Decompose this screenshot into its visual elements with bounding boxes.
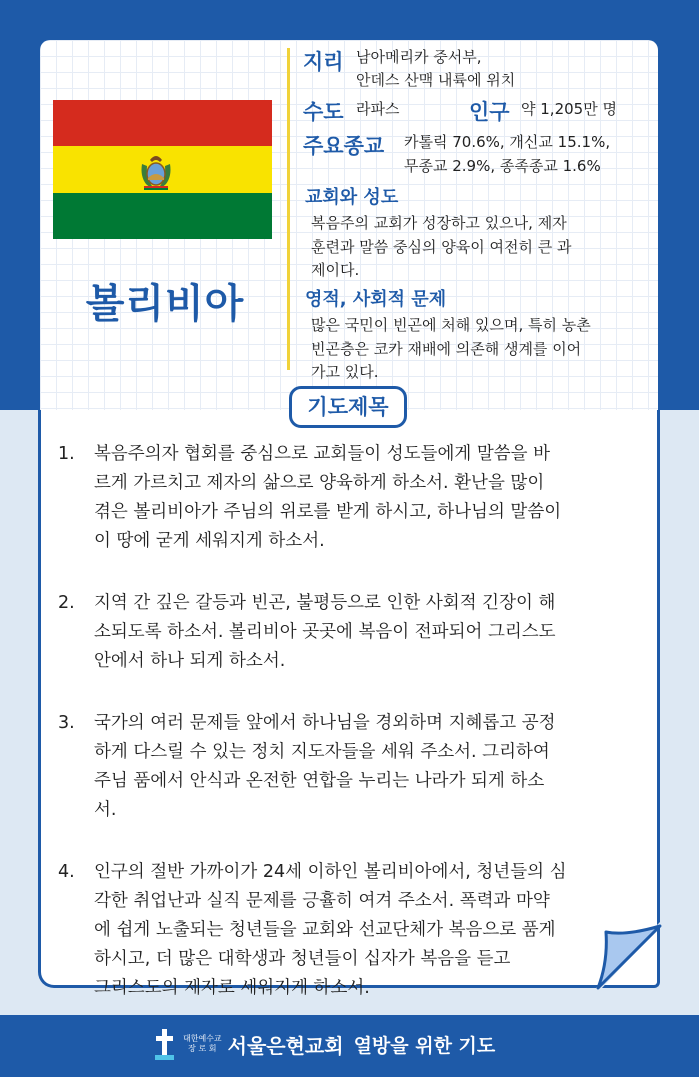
denomination-label (183, 1034, 222, 1054)
church-section-line1: 복음주의 교회가 성장하고 있으나, 제자 (311, 214, 567, 232)
prayer-line: 국가의 여러 문제들 앞에서 하나님을 경외하며 지혜롭고 공정 (94, 713, 556, 733)
cross-logo-icon (155, 1027, 175, 1061)
church-section-title: 교회와 성도 (305, 187, 399, 208)
prayer-number: 4. (58, 862, 75, 882)
denomination-line2: 장 로 회 (188, 1044, 217, 1053)
social-section-line3: 가고 있다. (311, 363, 379, 381)
prayer-item-1 (58, 440, 642, 556)
geography-value-line1: 남아메리카 중서부, (356, 48, 482, 66)
footer-branding (155, 1027, 495, 1061)
prayer-item-4 (58, 858, 642, 1003)
footer-tagline: 열방을 위한 기도 (353, 1034, 496, 1057)
church-name: 서울은현교회 (227, 1033, 344, 1058)
prayer-line: 에 쉽게 노출되는 청년들을 교회와 선교단체가 복음으로 품게 (94, 920, 556, 940)
capital-label: 수도 (303, 100, 344, 124)
population-label: 인구 (469, 100, 510, 124)
denomination-line1: 대한예수교 (183, 1034, 222, 1043)
country-name: 볼리비아 (85, 281, 245, 327)
prayer-line: 각한 취업난과 실직 문제를 긍휼히 여겨 주소서. 폭력과 마약 (94, 891, 550, 911)
church-section-line2: 훈련과 말씀 중심의 양육이 여전히 큰 과 (311, 238, 572, 256)
prayer-line: 복음주의자 협회를 중심으로 교회들이 성도들에게 말씀을 바 (94, 444, 550, 464)
geography-label: 지리 (303, 50, 344, 74)
church-section-line3: 제이다. (311, 261, 360, 279)
religion-label: 주요종교 (303, 134, 385, 158)
prayer-line: 인구의 절반 가까이가 24세 이하인 볼리비아에서, 청년들의 심 (94, 862, 567, 882)
prayer-list (58, 440, 642, 1036)
prayer-number: 1. (58, 444, 75, 464)
flag-red-stripe (53, 100, 272, 146)
prayer-line: 지역 간 깊은 갈등과 빈곤, 불평등으로 인한 사회적 긴장이 해 (94, 593, 556, 613)
religion-value-line1: 카톨릭 70.6%, 개신교 15.1%, (404, 133, 611, 151)
info-divider (287, 48, 290, 370)
flag-green-stripe (53, 193, 272, 239)
social-section-line2: 빈곤층은 코카 재배에 의존해 생계를 이어 (311, 340, 582, 358)
social-section-title: 영적, 사회적 문제 (305, 289, 447, 310)
coat-of-arms-icon (138, 150, 174, 192)
prayer-line: 그리스도의 제자로 세워지게 하소서. (94, 978, 370, 998)
prayer-line: 하시고, 더 많은 대학생과 청년들이 십자가 복음을 듣고 (94, 949, 511, 969)
geography-value-line2: 안데스 산맥 내륙에 위치 (356, 71, 516, 89)
capital-value: 라파스 (356, 100, 400, 118)
prayer-line: 서. (94, 800, 117, 820)
social-section-line1: 많은 국민이 빈곤에 처해 있으며, 특히 농촌 (311, 316, 591, 334)
population-value: 약 1,205만 명 (521, 100, 617, 118)
prayer-title-tab: 기도제목 (289, 386, 407, 428)
prayer-item-3 (58, 709, 642, 825)
prayer-line: 이 땅에 굳게 세워지게 하소서. (94, 531, 325, 551)
prayer-item-2 (58, 589, 642, 676)
religion-value-line2: 무종교 2.9%, 종족종교 1.6% (404, 157, 601, 175)
prayer-number: 3. (58, 713, 75, 733)
prayer-line: 하게 다스릴 수 있는 정치 지도자들을 세워 주소서. 그리하여 (94, 742, 550, 762)
prayer-line: 주님 품에서 안식과 온전한 연합을 누리는 나라가 되게 하소 (94, 771, 545, 791)
prayer-number: 2. (58, 593, 75, 613)
prayer-line: 소되도록 하소서. 볼리비아 곳곳에 복음이 전파되어 그리스도 (94, 622, 556, 642)
prayer-line: 르게 가르치고 제자의 삶으로 양육하게 하소서. 환난을 많이 (94, 473, 545, 493)
prayer-line: 안에서 하나 되게 하소서. (94, 651, 286, 671)
prayer-line: 겪은 볼리비아가 주님의 위로를 받게 하시고, 하나님의 말씀이 (94, 502, 562, 522)
